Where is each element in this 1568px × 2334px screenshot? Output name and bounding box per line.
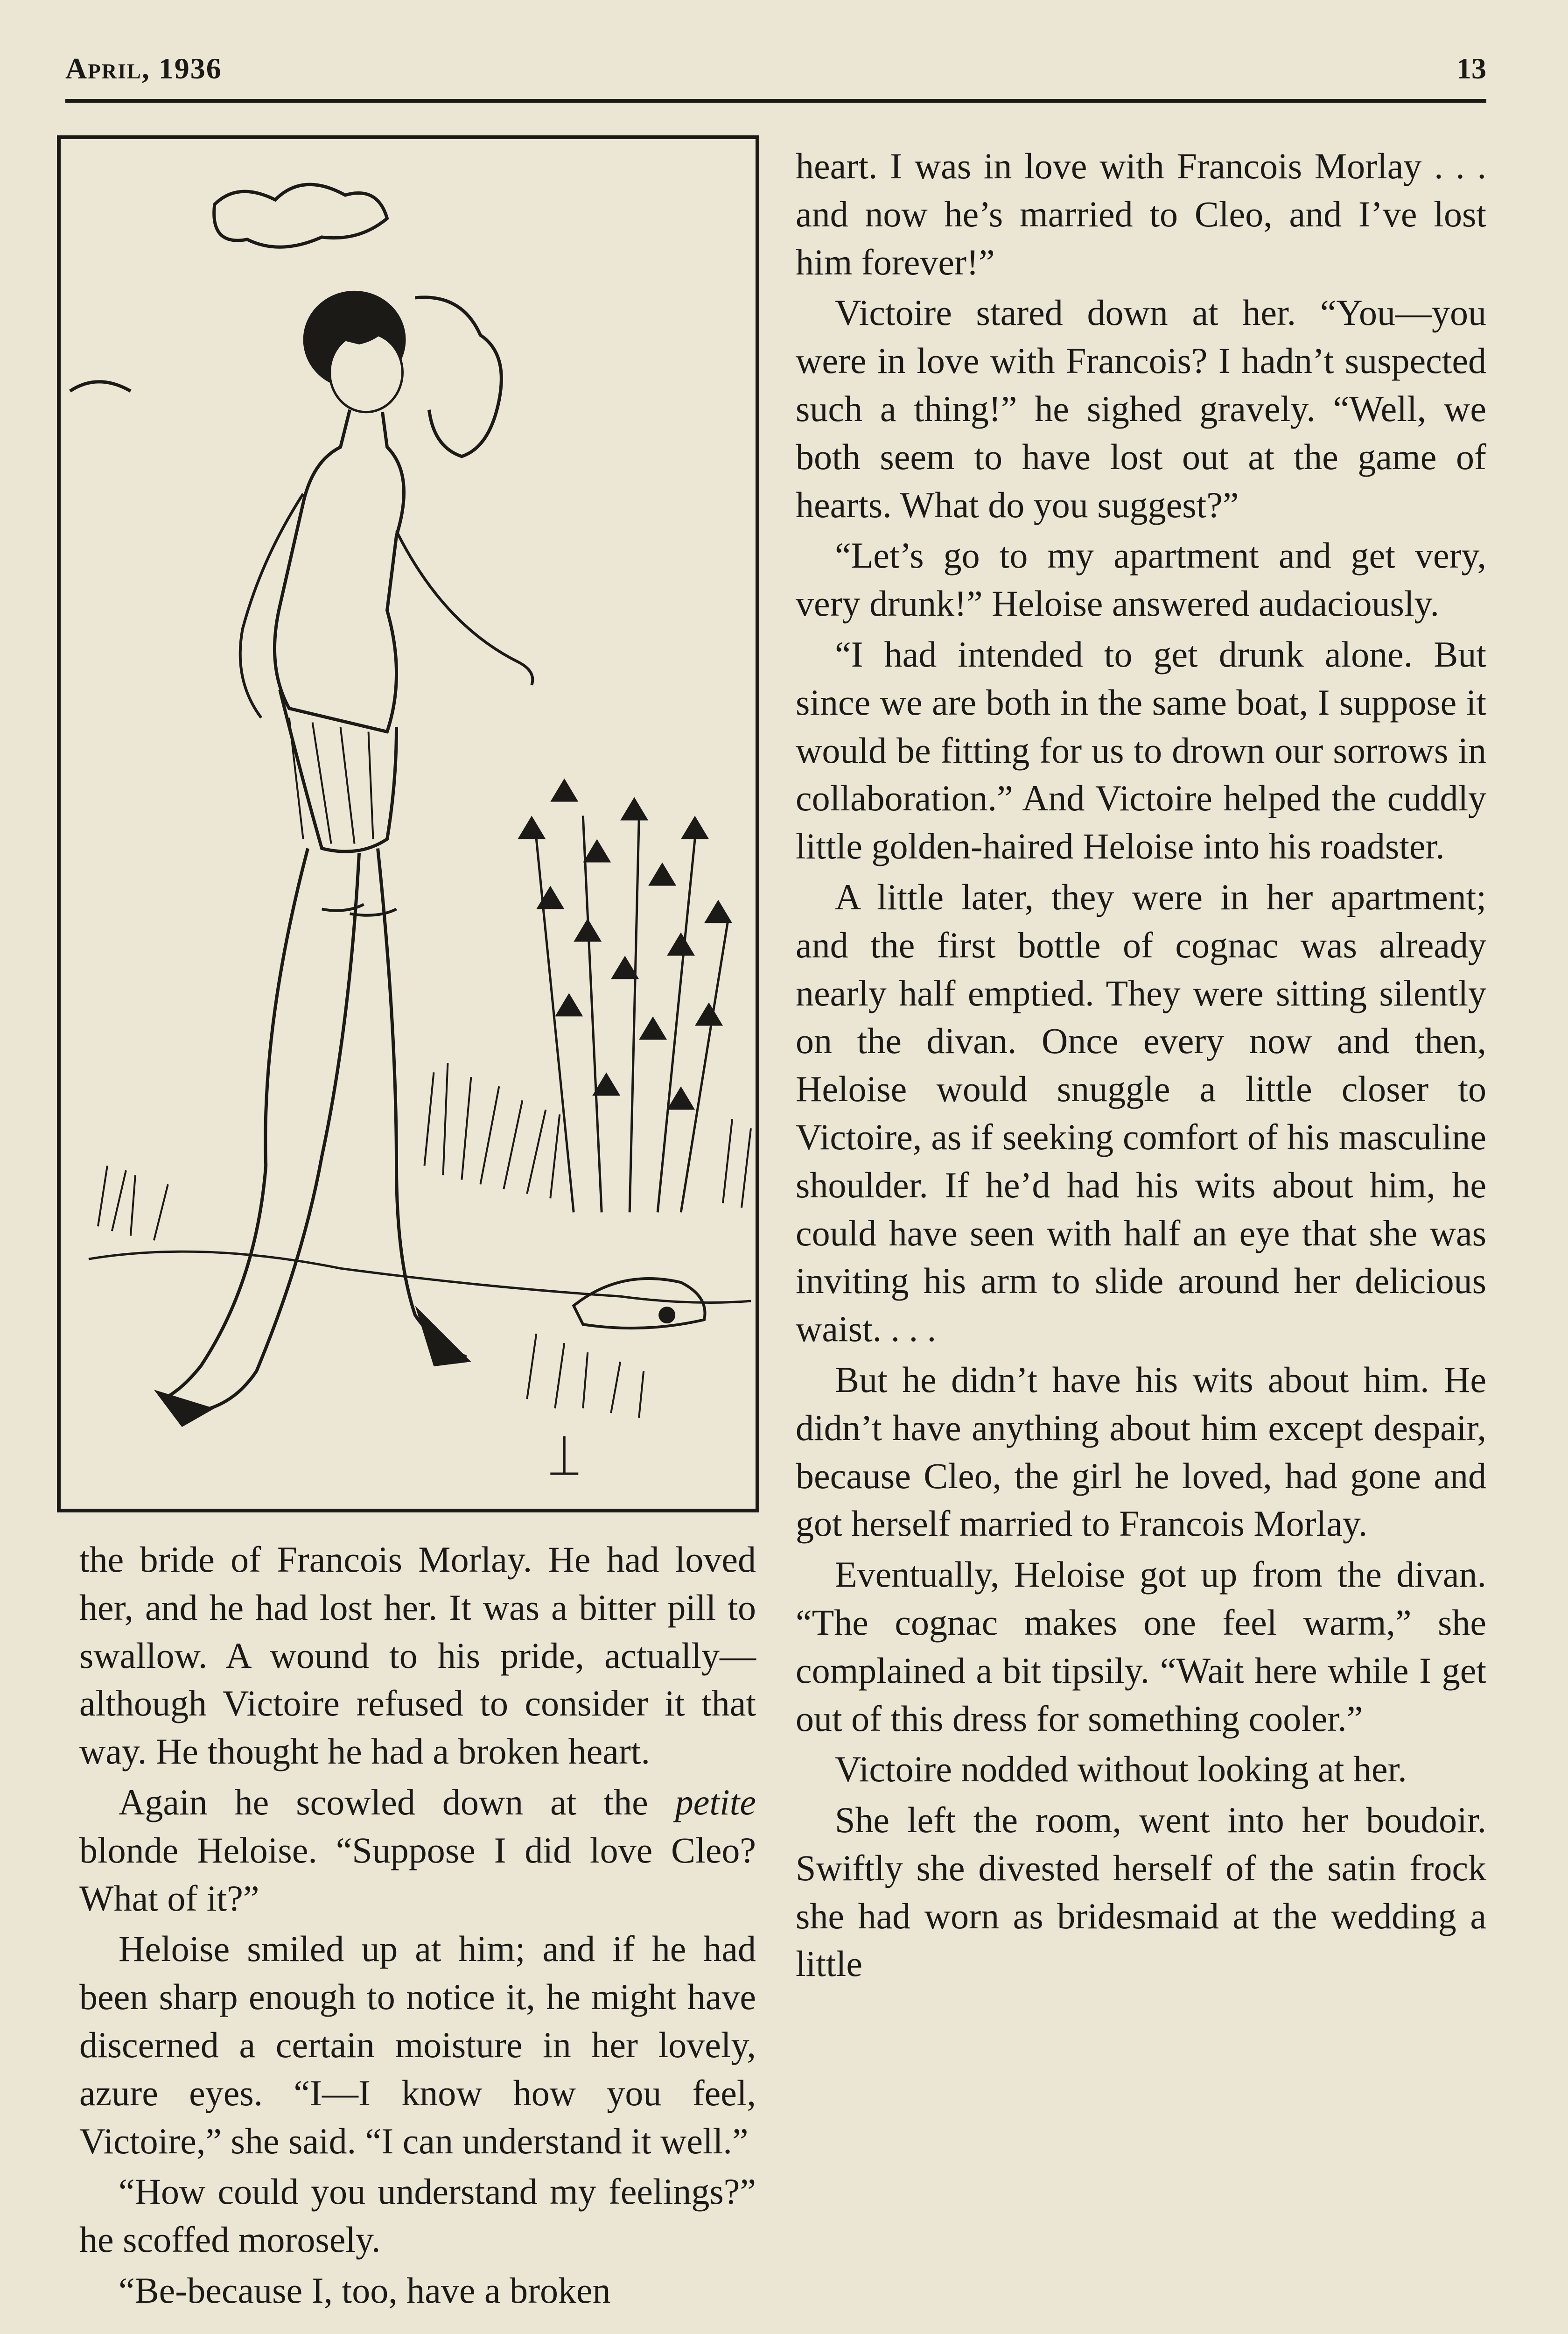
paragraph: Eventually, Heloise got up from the divan. “The cognac makes one feel warm,” she complained a bit tipsily. “Wait here while I get out of this dress for something cooler.”: [796, 1554, 1486, 1739]
header-rule: [65, 99, 1486, 103]
paragraph: the bride of Francois Morlay. He had loved her, and he had lost her. It was a bitter pill to swallow. A wound to his pride, actually—although Victoire refused to consider it that way. He thought he had a broken heart.: [79, 1539, 756, 1772]
paragraph: A little later, they were in her apartment; and the first bottle of cognac was already nearly half emptied. They were sitting silently on the divan. Once every now and then, Heloise would snuggle a little closer to Victoire, as if seeking comfort of his masculine shoulder. If he’d had his wits about him, he could have seen with half an eye that she was inviting his arm to slide around her delicious waist. . . .: [796, 876, 1486, 1350]
paragraph: Victoire stared down at her. “You—you were in love with Francois? I hadn’t suspected such a thing!” he sighed gravely. “Well, we both seem to have lost out at the game of hearts. What do you suggest?”: [796, 292, 1486, 525]
paragraph: But he didn’t have his wits about him. He didn’t have anything about him except despair, because Cleo, the girl he loved, had gone and got herself married to Francois Morlay.: [796, 1359, 1486, 1544]
text-run: Again he scowled down at the: [119, 1781, 675, 1822]
paragraph: “I had intended to get drunk alone. But since we are both in the same boat, I suppose it would be fitting for us to drown our sorrows in collaboration.” And Victoire helped the cuddly little golden-haired Heloise into his roadster.: [796, 633, 1486, 867]
paragraph: “Let’s go to my apartment and get very, very drunk!” Heloise answered audaciously.: [796, 535, 1486, 624]
paragraph: heart. I was in love with Francois Morlay . . . and now he’s married to Cleo, and I’ve lost him forever!”: [796, 146, 1486, 282]
paragraph: Heloise smiled up at him; and if he had been sharp enough to notice it, he might have discerned a certain moisture in her lovely, azure eyes. “I—I know how you feel, Victoire,” she said. “I can understand it well.”: [79, 1928, 756, 2161]
illustration-drawing: [61, 139, 756, 1509]
italic-word: petite: [675, 1781, 756, 1822]
paragraph: “How could you understand my feelings?” he scoffed morosely.: [79, 2171, 756, 2260]
paragraph: “Be-because I, too, have a broken: [119, 2270, 611, 2311]
running-header: [65, 47, 1486, 98]
paragraph: She left the room, went into her boudoir. Swiftly she divested herself of the satin frock she had worn as bridesmaid at the wedding a little: [796, 1800, 1486, 1984]
text-run: blonde Heloise. “Suppose I did love Cleo? What of it?”: [79, 1829, 756, 1919]
story-illustration: [57, 135, 759, 1512]
running-head-date: April, 1936: [65, 52, 222, 85]
left-text-column: [79, 1536, 756, 2315]
paragraph: Victoire nodded without looking at her.: [835, 1749, 1407, 1790]
right-text-column: [796, 142, 1486, 1988]
paragraph: [79, 1779, 756, 1922]
page-number: 13: [1456, 52, 1486, 85]
